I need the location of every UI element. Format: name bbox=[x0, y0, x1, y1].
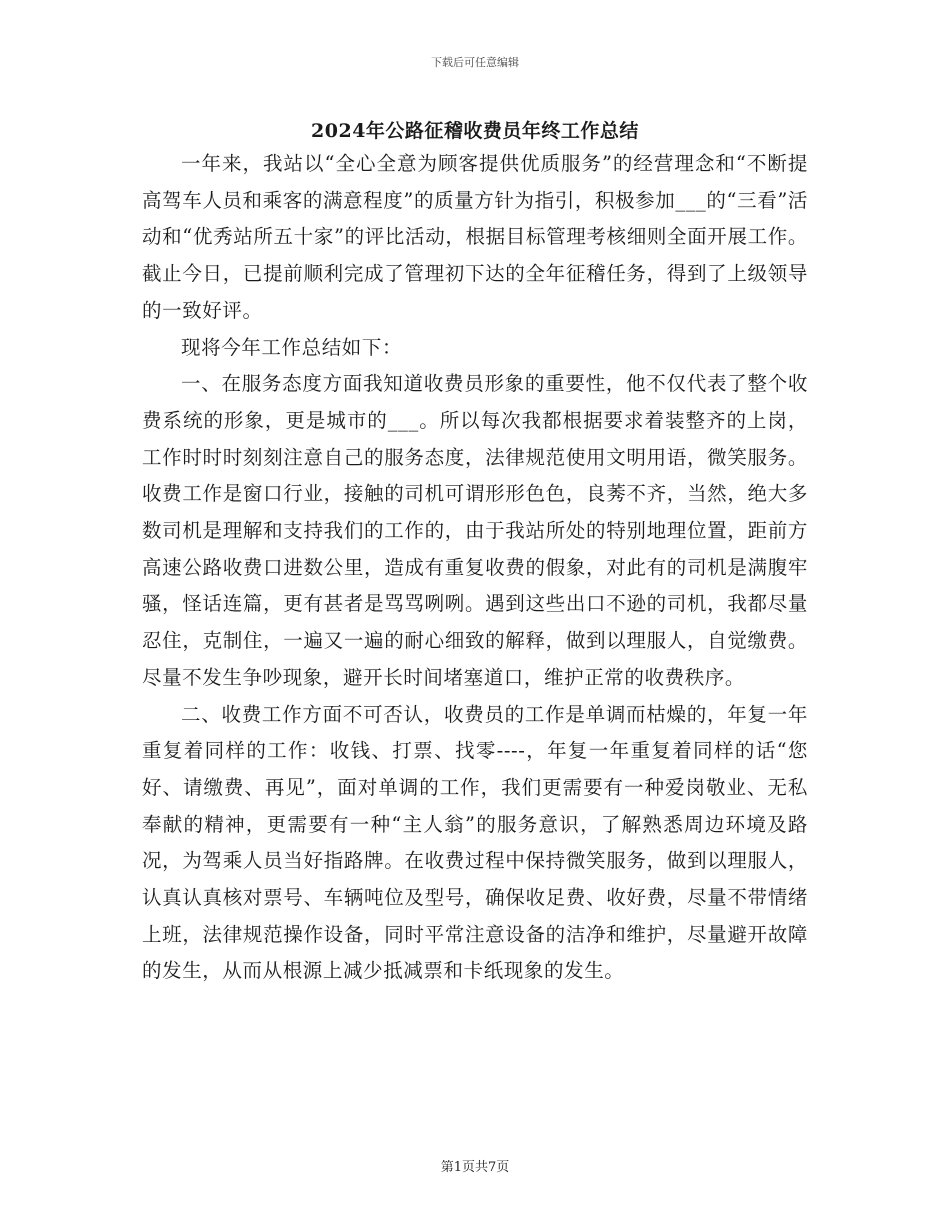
document-title: 2024年公路征稽收费员年终工作总结 bbox=[311, 120, 639, 142]
paragraph-toll-work: 二、收费工作方面不可否认，收费员的工作是单调而枯燥的，年复一年重复着同样的工作：收钱、打票、找零----，年复一年重复着同样的话“您好、请缴费、再见”，面对单调的工作，我们更需要有一种爱岗敬业、无私奉献的精神，更需要有一种“主人翁”的服务意识，了解熟悉周边环境及路况，为驾乘人员当好指路牌。在收费过程中保持微笑服务，做到以理服人，认真认真核对票号、车辆吨位及型号，确保收足费、收好费，尽量不带情绪上班，法律规范操作设备，同时平常注意设备的洁净和维护，尽量避开故障的发生，从而从根源上减少抵减票和卡纸现象的发生。 bbox=[142, 702, 808, 983]
paragraph-intro: 一年来，我站以“全心全意为顾客提供优质服务”的经营理念和“不断提高驾车人员和乘客的满意程度”的质量方针为指引，积极参加___的“三看”活动和“优秀站所五十家”的评比活动，根据目标管理考核细则全面开展工作。截止今日，已提前顺利完成了管理初下达的全年征稽任务，得到了上级领导的一致好评。 bbox=[142, 152, 808, 322]
paragraph-summary-lead: 现将今年工作总结如下： bbox=[181, 335, 403, 359]
page-indicator: 第1页共7页 bbox=[440, 1160, 510, 1175]
paragraph-service-attitude: 一、在服务态度方面我知道收费员形象的重要性，他不仅代表了整个收费系统的形象，更是城市的___。所以每次我都根据要求着装整齐的上岗，工作时时时刻刻注意自己的服务态度，法律规范使用文明用语，微笑服务。收费工作是窗口行业，接触的司机可谓形形色色，良莠不齐，当然，绝大多数司机是理解和支持我们的工作的，由于我站所处的特别地理位置，距前方高速公路收费口进数公里，造成有重复收费的假象，对此有的司机是满腹牢骚，怪话连篇，更有甚者是骂骂咧咧。遇到这些出口不逊的司机，我都尽量忍住，克制住，一遍又一遍的耐心细致的解释，做到以理服人，自觉缴费。尽量不发生争吵现象，避开长时间堵塞道口，维护正常的收费秩序。 bbox=[142, 372, 808, 689]
header-note: 下载后可任意编辑 bbox=[431, 56, 519, 69]
document-body bbox=[142, 146, 808, 990]
